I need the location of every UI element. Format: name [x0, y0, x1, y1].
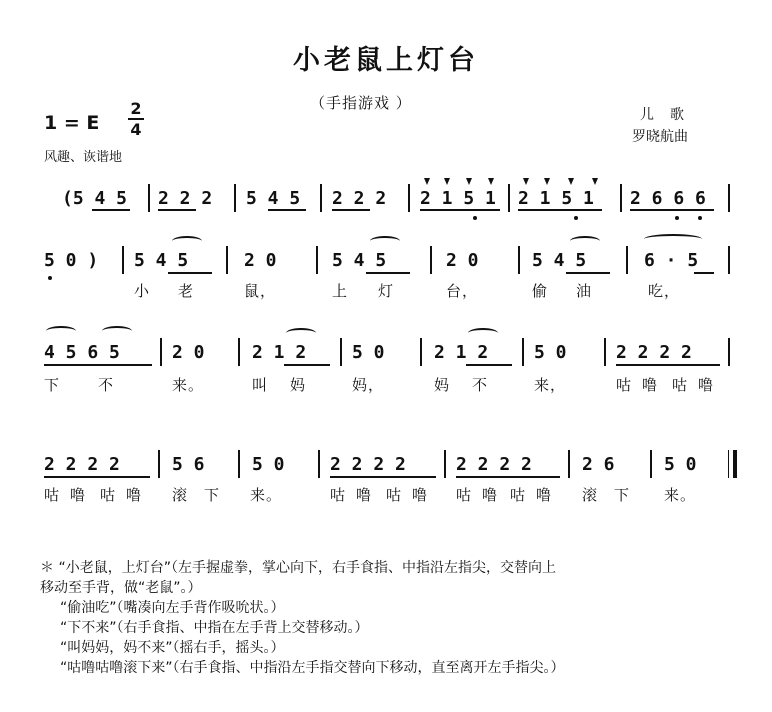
barline — [122, 246, 124, 274]
beam — [268, 209, 306, 211]
beam — [158, 209, 196, 211]
beam — [44, 476, 150, 478]
note-line: 移动至手背，做“老鼠”。） — [40, 580, 202, 596]
barline — [430, 246, 432, 274]
measure: 2 0 — [172, 342, 205, 363]
lyric: 噜 — [698, 376, 715, 394]
barline — [408, 184, 410, 212]
lyric: 下 — [44, 376, 61, 394]
measure: 6 · 5 — [644, 250, 699, 271]
lyric: 咕 — [456, 486, 473, 504]
barline — [318, 450, 320, 478]
measure: 2 1 5 1 — [518, 188, 594, 209]
lyric: 来。 — [172, 376, 205, 394]
measure: 2 0 — [446, 250, 479, 271]
barline — [568, 450, 570, 478]
subtitle: （手指游戏 ） — [310, 94, 412, 112]
accent-mark — [568, 178, 574, 185]
beam — [466, 364, 512, 366]
barline — [226, 246, 228, 274]
note-line: “偷油吃”（嘴凑向左手背作吸吮状。） — [60, 600, 285, 616]
barline — [620, 184, 622, 212]
slur — [286, 328, 316, 338]
slur — [46, 326, 76, 336]
lyric: 噜 — [356, 486, 373, 504]
measure: 2 1 5 1 — [420, 188, 496, 209]
measure: 5 4 5 — [134, 250, 189, 271]
lyrics-credit: 儿歌 — [640, 107, 700, 123]
measure: 5 6 — [172, 454, 205, 475]
accent-mark — [444, 178, 450, 185]
measure: 5 0 — [664, 454, 697, 475]
lyric: 咕 — [616, 376, 633, 394]
measure: 2 1 2 — [434, 342, 489, 363]
lyric: 滚 — [582, 486, 599, 504]
octave-dot — [675, 216, 679, 220]
lyric: 妈， — [352, 376, 385, 394]
beam — [168, 272, 212, 274]
beam — [92, 209, 130, 211]
lyric: 下 — [614, 486, 631, 504]
lyric: 噜 — [642, 376, 659, 394]
measure: 5 4 5 — [532, 250, 587, 271]
time-signature — [128, 100, 144, 138]
beam — [456, 476, 560, 478]
measure: 2 0 — [244, 250, 277, 271]
lyric: 来。 — [250, 486, 283, 504]
measure: 2 2 2 — [158, 188, 213, 209]
lyric: 下 — [204, 486, 221, 504]
barline — [626, 246, 628, 274]
lyric: 咕 — [510, 486, 527, 504]
beam — [630, 209, 714, 211]
measure: 5 0 — [534, 342, 567, 363]
measure: 2 2 2 2 — [616, 342, 692, 363]
octave-dot — [48, 276, 52, 280]
lyric: 叫 — [252, 376, 269, 394]
tempo-marking: 风趣、诙谐地 — [44, 150, 123, 165]
measure: 5 4 5 — [246, 188, 301, 209]
measure: 2 2 2 2 — [456, 454, 532, 475]
lyric: 小 — [134, 282, 151, 300]
accent-mark — [424, 178, 430, 185]
time-signature-bottom: 4 — [130, 120, 142, 139]
barline — [518, 246, 520, 274]
beam — [566, 272, 610, 274]
beam — [332, 209, 370, 211]
page-title: 小老鼠上灯台 — [293, 45, 479, 76]
accent-mark — [488, 178, 494, 185]
measure: 5 0 ) — [44, 250, 99, 271]
lyric: 滚 — [172, 486, 189, 504]
beam — [616, 364, 720, 366]
lyric: 来， — [534, 376, 567, 394]
barline — [238, 338, 240, 366]
beam — [284, 364, 330, 366]
lyric: 老 — [178, 282, 195, 300]
lyric: 来。 — [664, 486, 697, 504]
measure: 2 2 2 — [332, 188, 387, 209]
slur — [644, 234, 702, 244]
lyric: 灯 — [378, 282, 395, 300]
lyric: 咕 — [44, 486, 61, 504]
slur — [172, 236, 202, 246]
key-signature: 1 = E — [44, 112, 100, 134]
measure: (5 4 5 — [62, 188, 128, 209]
lyric: 妈 — [434, 376, 451, 394]
lyric: 噜 — [412, 486, 429, 504]
lyric: 上 — [332, 282, 349, 300]
barline — [234, 184, 236, 212]
barline — [420, 338, 422, 366]
note-line: “咕噜咕噜滚下来”（右手食指、中指沿左手指交替向下移动，直至离开左手指尖。） — [60, 660, 565, 676]
final-barline-thin — [728, 450, 729, 478]
slur — [102, 326, 132, 336]
accent-mark — [466, 178, 472, 185]
measure: 2 6 — [582, 454, 615, 475]
barline — [158, 450, 160, 478]
final-barline-thick — [733, 450, 737, 478]
beam — [420, 209, 500, 211]
octave-dot — [473, 216, 477, 220]
lyric: 台， — [446, 282, 479, 300]
barline — [522, 338, 524, 366]
lyric: 咕 — [100, 486, 117, 504]
barline — [148, 184, 150, 212]
slur — [468, 328, 498, 338]
octave-dot — [698, 216, 702, 220]
measure: 2 1 2 — [252, 342, 307, 363]
accent-mark — [592, 178, 598, 185]
time-signature-top: 2 — [130, 99, 142, 118]
octave-dot — [574, 216, 578, 220]
barline — [650, 450, 652, 478]
lyric: 咕 — [330, 486, 347, 504]
barline — [238, 450, 240, 478]
measure: 5 0 — [252, 454, 285, 475]
composer-credit: 罗晓航曲 — [632, 129, 688, 145]
barline — [728, 246, 730, 274]
barline — [160, 338, 162, 366]
barline — [340, 338, 342, 366]
lyric: 油 — [576, 282, 593, 300]
barline — [508, 184, 510, 212]
lyric: 偷 — [532, 282, 549, 300]
measure: 5 4 5 — [332, 250, 387, 271]
slur — [370, 236, 400, 246]
lyric: 咕 — [672, 376, 689, 394]
lyric: 咕 — [386, 486, 403, 504]
beam — [330, 476, 436, 478]
beam — [694, 272, 714, 274]
lyric: 噜 — [482, 486, 499, 504]
beam — [518, 209, 602, 211]
lyric: 吃， — [648, 282, 681, 300]
note-line: “下不来”（右手食指、中指在左手背上交替移动。） — [60, 620, 369, 636]
lyric: 噜 — [126, 486, 143, 504]
note-line: “叫妈妈，妈不来”（摇右手，摇头。） — [60, 640, 285, 656]
accent-mark — [544, 178, 550, 185]
barline — [728, 338, 730, 366]
lyric: 鼠， — [244, 282, 277, 300]
measure: 2 2 2 2 — [44, 454, 120, 475]
beam — [44, 364, 152, 366]
measure: 5 0 — [352, 342, 385, 363]
lyric: 不 — [98, 376, 115, 394]
accent-mark — [523, 178, 529, 185]
barline — [444, 450, 446, 478]
slur — [570, 236, 600, 246]
lyric: 噜 — [536, 486, 553, 504]
lyric: 噜 — [70, 486, 87, 504]
lyric: 不 — [472, 376, 489, 394]
barline — [320, 184, 322, 212]
note-line: ＊ “小老鼠，上灯台”（左手握虚拳，掌心向下，右手食指、中指沿左指尖，交替向上 — [40, 560, 556, 576]
barline — [604, 338, 606, 366]
measure: 2 6 6 6 — [630, 188, 706, 209]
measure: 4 5 6 5 — [44, 342, 120, 363]
lyric: 妈 — [290, 376, 307, 394]
barline — [728, 184, 730, 212]
measure: 2 2 2 2 — [330, 454, 406, 475]
beam — [366, 272, 410, 274]
barline — [316, 246, 318, 274]
